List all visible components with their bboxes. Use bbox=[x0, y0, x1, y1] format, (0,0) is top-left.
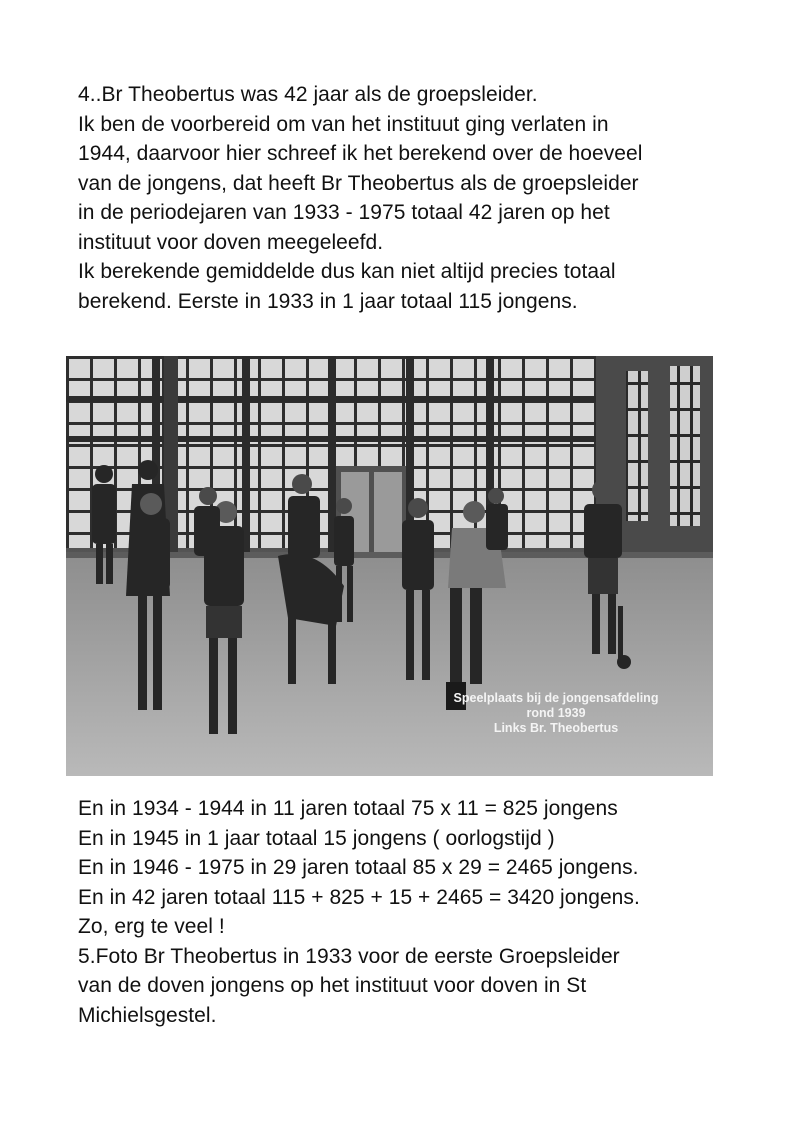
text-line: 4..Br Theobertus was 42 jaar als de groepsleider. bbox=[78, 83, 538, 106]
text-line: instituut voor doven meegeleefd. bbox=[78, 230, 384, 254]
text-line: En in 1945 in 1 jaar totaal 15 jongens ( oorlogstijd ) bbox=[78, 826, 555, 850]
text-line: van de jongens, dat heeft Br Theobertus als de groepsleider bbox=[78, 171, 639, 195]
text-line: van de doven jongens op het instituut voor doven in St bbox=[78, 974, 587, 997]
playground-photo-illustration bbox=[66, 356, 713, 776]
text-line: En in 1934 - 1944 in 11 jaren totaal 75 x 11 = 825 jongens bbox=[78, 797, 618, 820]
text-line: En in 1946 - 1975 in 29 jaren totaal 85 x 29 = 2465 jongens. bbox=[78, 856, 639, 879]
text-line: En in 42 jaren totaal 115 + 825 + 15 + 2465 = 3420 jongens. bbox=[78, 885, 640, 909]
text-line: Zo, erg te veel ! bbox=[78, 915, 225, 938]
text-line: 5.Foto Br Theobertus in 1933 voor de eerste Groepsleider bbox=[78, 944, 620, 968]
photo-caption-line: rond 1939 bbox=[526, 706, 586, 720]
text-line: Michielsgestel. bbox=[78, 1003, 217, 1027]
text-line: berekend. Eerste in 1933 in 1 jaar totaal 115 jongens. bbox=[78, 289, 578, 313]
playground-photo bbox=[66, 356, 713, 776]
text-line: 1944, daarvoor hier schreef ik het berekend over de hoeveel bbox=[78, 142, 643, 165]
text-line: in de periodejaren van 1933 - 1975 totaal 42 jaren op het bbox=[78, 201, 610, 224]
photo-caption-line: Links Br. Theobertus bbox=[493, 721, 619, 735]
photo-caption-line: Speelplaats bij de jongensafdeling bbox=[453, 691, 659, 705]
text-line: Ik ben de voorbereid om van het instituut ging verlaten in bbox=[78, 112, 609, 136]
text-line: Ik berekende gemiddelde dus kan niet altijd precies totaal bbox=[78, 260, 616, 283]
calculation-paragraph bbox=[78, 794, 758, 1030]
intro-paragraph bbox=[78, 80, 758, 316]
